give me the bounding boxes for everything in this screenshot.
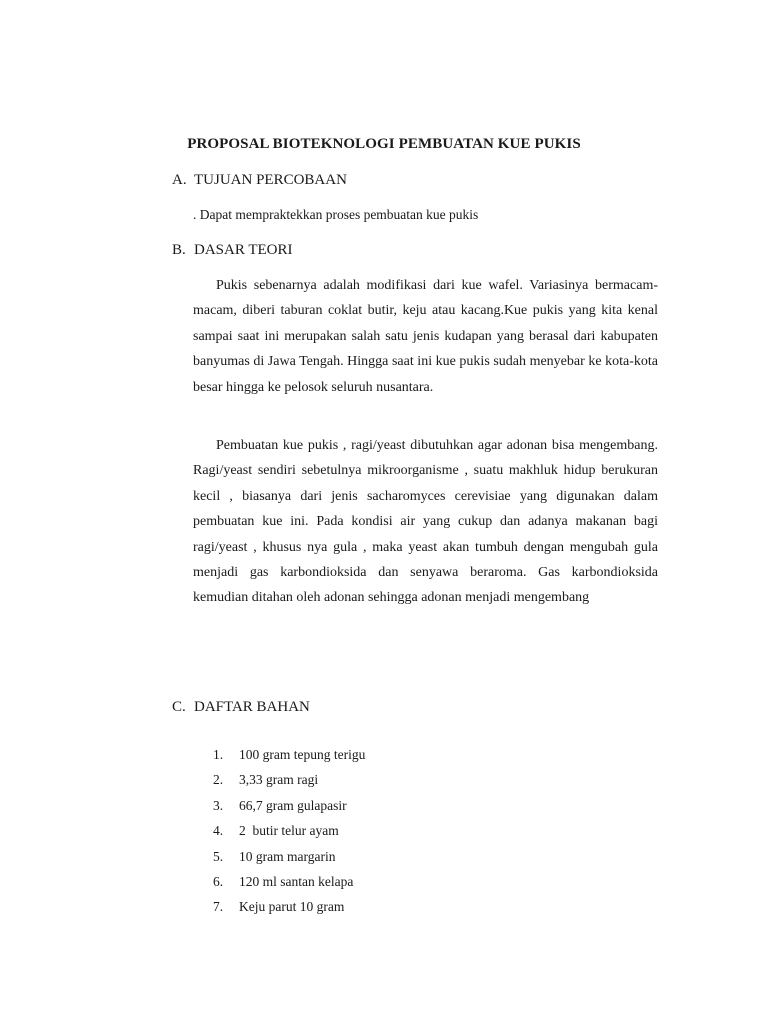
list-item-text: 10 gram margarin — [239, 848, 336, 864]
list-item-text: 3,33 gram ragi — [239, 772, 319, 788]
list-item — [213, 899, 365, 924]
list-item-number: 6. — [213, 873, 224, 889]
document-title: PROPOSAL BIOTEKNOLOGI PEMBUATAN KUE PUKIS — [187, 136, 581, 152]
list-item-text: 120 ml santan kelapa — [239, 873, 354, 889]
section-label: TUJUAN PERCOBAAN — [194, 172, 347, 188]
list-item-number: 7. — [213, 899, 224, 915]
section-number: B. — [172, 242, 186, 258]
theory-paragraph-2: Pembuatan kue pukis , ragi/yeast dibutuhkan agar adonan bisa mengembang. Ragi/yeast sendiri sebetulnya mikroorganisme , suatu makhluk hidup berukuran kecil , biasanya dari jenis sacharomyces cerevisiae yang digunakan dalam pembuatan kue ini. Pada kondisi air yang cukup dan adanya makanan bagi ragi/yeast , khusus nya gula , maka yeast akan tumbuh dengan mengubah gula menjadi gas karbondioksida dan senyawa beraroma. Gas karbondioksida kemudian ditahan oleh adonan sehingga adonan menjadi mengembang — [193, 438, 658, 606]
list-item — [213, 747, 365, 772]
section-number: A. — [172, 172, 187, 188]
section-number: C. — [172, 699, 186, 715]
objective-text: . Dapat mempraktekkan proses pembuatan kue pukis — [193, 207, 479, 222]
section-label: DASAR TEORI — [194, 242, 293, 258]
list-item-text: 100 gram tepung terigu — [239, 747, 366, 762]
list-item — [213, 849, 365, 874]
list-item-number: 2. — [213, 772, 224, 788]
list-item-number: 3. — [213, 797, 224, 813]
list-item-number: 5. — [213, 848, 224, 864]
list-item-text: Keju parut 10 gram — [239, 899, 345, 915]
list-item-text: 66,7 gram gulapasir — [239, 797, 347, 813]
section-label: DAFTAR BAHAN — [194, 699, 310, 715]
section-heading-dasar-teori — [172, 242, 292, 259]
list-item-number: 4. — [213, 823, 224, 839]
section-heading-tujuan — [172, 172, 347, 189]
list-item — [213, 874, 365, 899]
list-item-number: 1. — [213, 747, 224, 762]
ingredient-list — [213, 747, 365, 925]
list-item — [213, 798, 365, 823]
list-item-text: 2 butir telur ayam — [239, 823, 339, 839]
section-heading-daftar-bahan — [172, 699, 310, 716]
list-item — [213, 823, 365, 848]
theory-paragraph-1: Pukis sebenarnya adalah modifikasi dari kue wafel. Variasinya bermacam-macam, diberi taburan coklat butir, keju atau kacang.Kue pukis yang kita kenal sampai saat ini merupakan salah satu jenis kudapan yang berasal dari kabupaten banyumas di Jawa Tengah. Hingga saat ini kue pukis sudah menyebar ke kota-kota besar hingga ke pelosok seluruh nusantara. — [193, 278, 658, 395]
list-item — [213, 772, 365, 797]
